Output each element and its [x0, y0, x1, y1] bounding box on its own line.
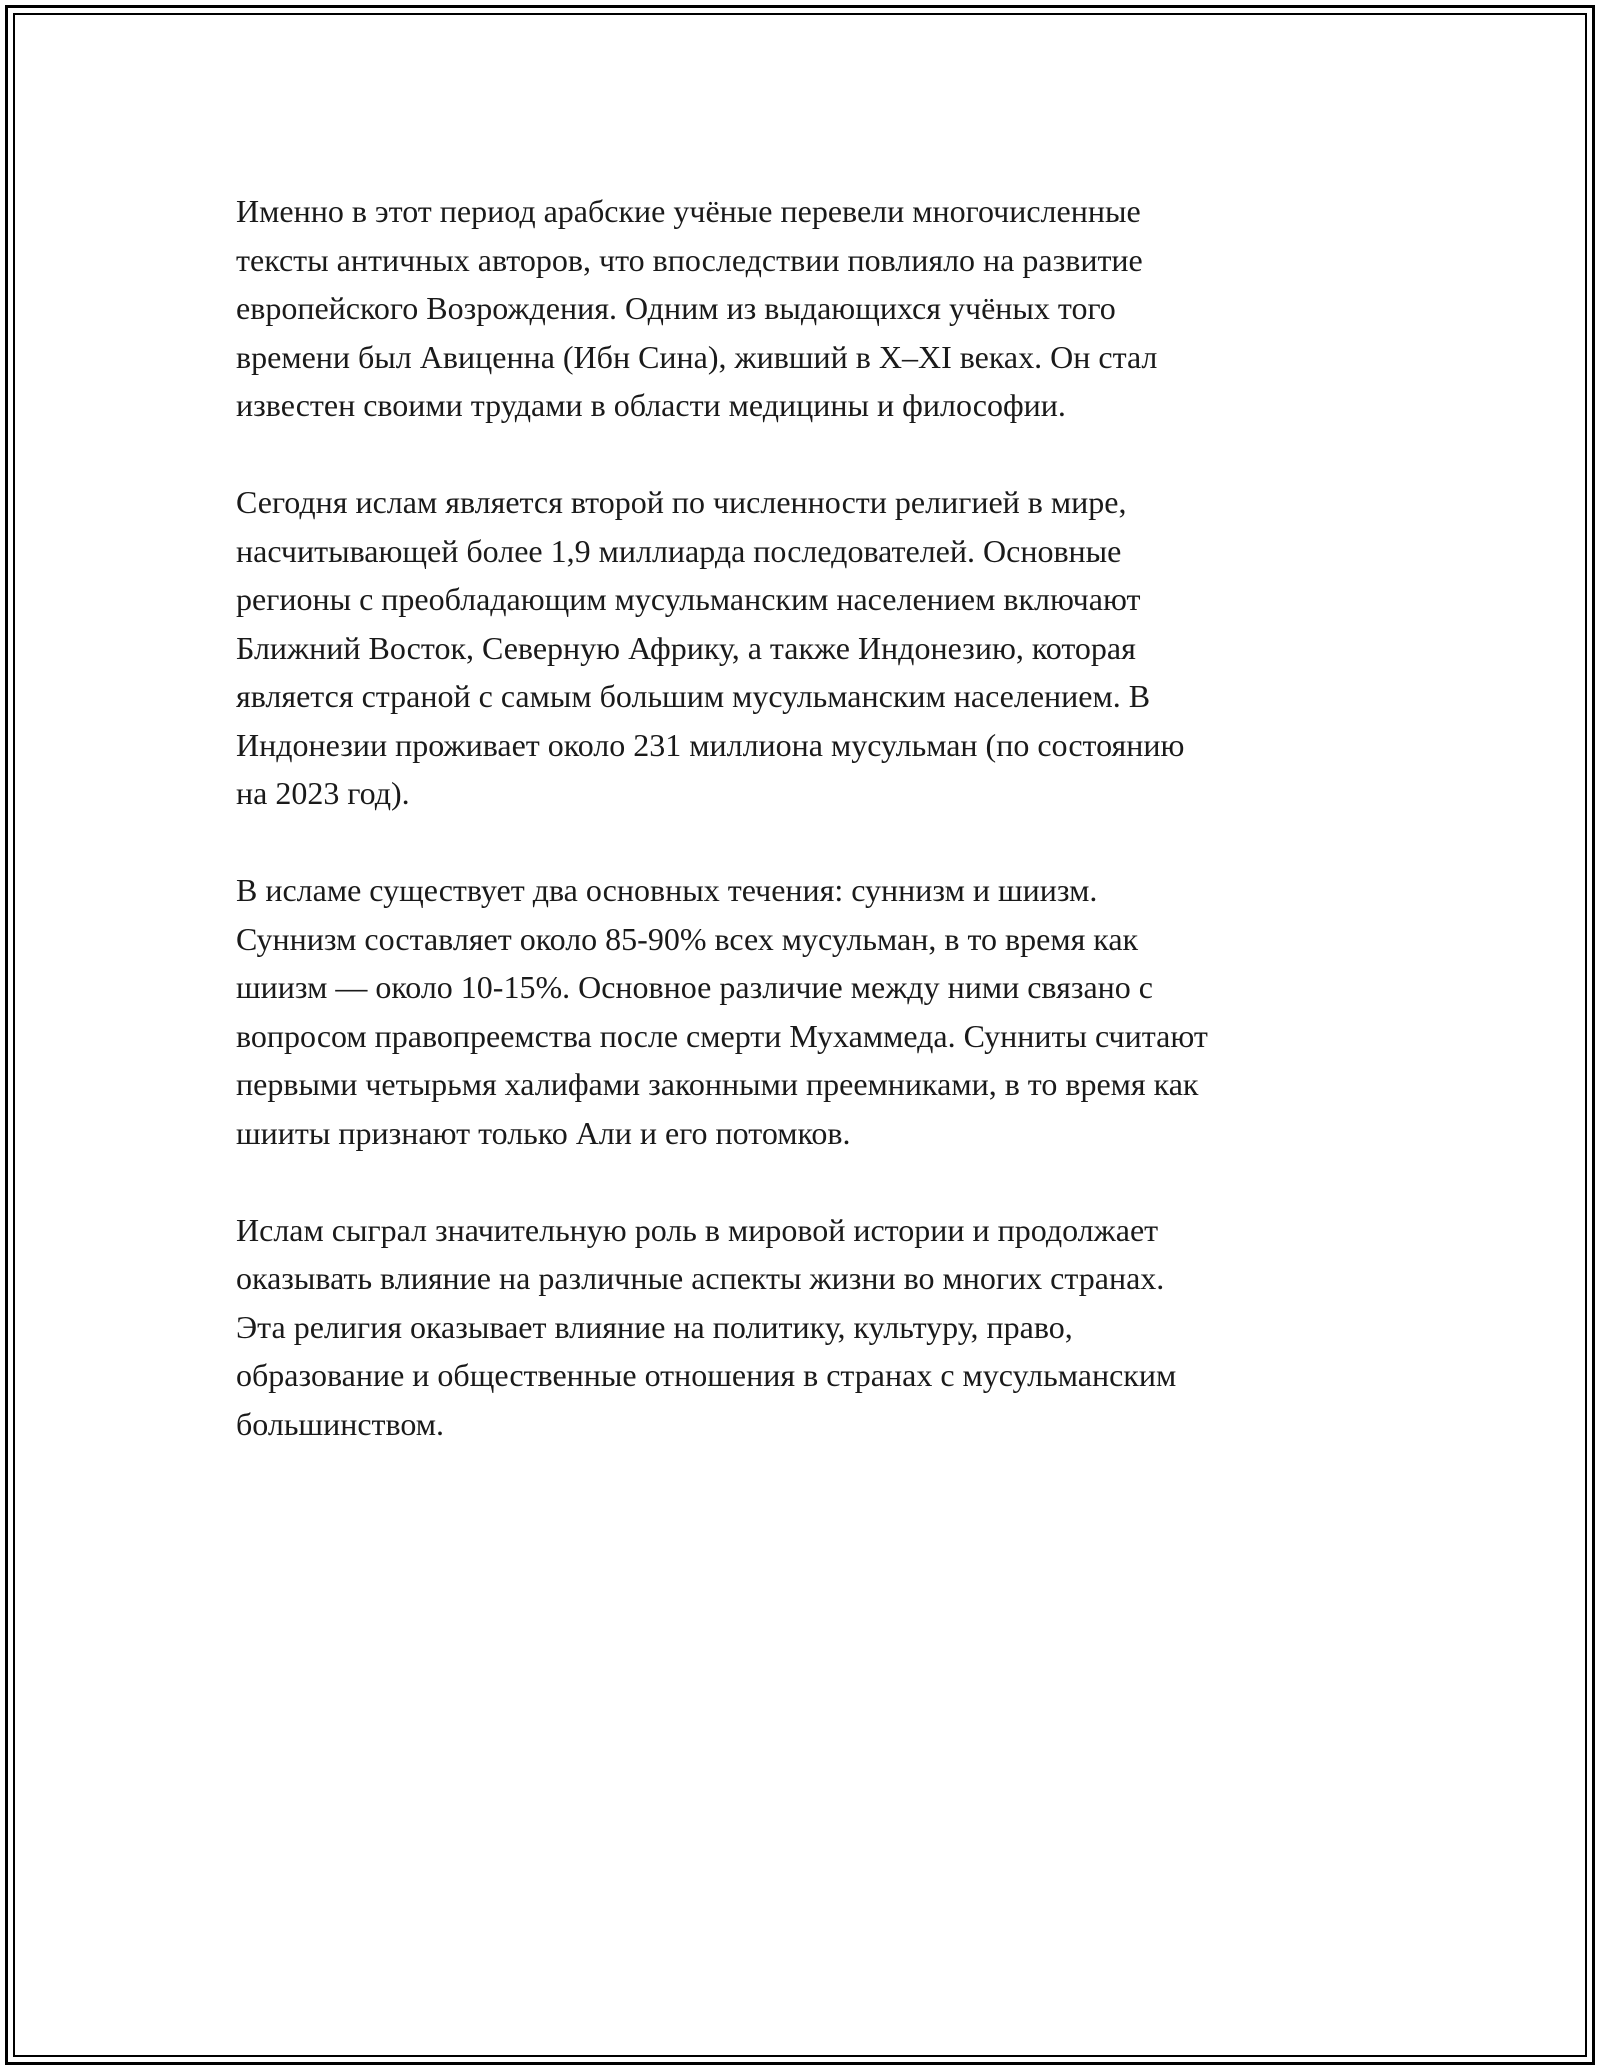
text-line: образование и общественные отношения в странах с мусульманским [236, 1357, 1177, 1393]
text-line: времени был Авиценна (Ибн Сина), живший в X–XI веках. Он стал [236, 338, 1158, 375]
text-line: Именно в этот период арабские учёные перевели многочисленные [236, 193, 1141, 229]
text-line: Ислам сыграл значительную роль в мировой истории и продолжает [236, 1211, 1159, 1248]
text-line: известен своими трудами в области медицины и философии. [236, 387, 1066, 423]
text-line: В исламе существует два основных течения: суннизм и шиизм. [236, 872, 1098, 908]
paragraph-3 [236, 866, 1376, 1157]
document-body [236, 187, 1376, 1497]
text-line: Суннизм составляет около 85-90% всех мусульман, в то время как [236, 920, 1139, 957]
text-line: европейского Возрождения. Одним из выдающихся учёных того [236, 290, 1116, 326]
text-line: шиизм — около 10-15%. Основное различие между ними связано с [236, 969, 1153, 1005]
text-line: шииты признают только Али и его потомков. [236, 1114, 851, 1151]
text-line: на 2023 год). [236, 775, 410, 811]
text-line: тексты античных авторов, что впоследствии повлияло на развитие [236, 241, 1143, 278]
text-line: первыми четырьмя халифами законными преемниками, в то время как [236, 1066, 1199, 1102]
text-line: Индонезии проживает около 231 миллиона мусульман (по состоянию [236, 726, 1185, 763]
text-line: вопросом правопреемства после смерти Мухаммеда. Сунниты считают [236, 1017, 1208, 1054]
paragraph-4 [236, 1206, 1376, 1449]
text-line: Ближний Восток, Северную Африку, а также Индонезию, которая [236, 629, 1136, 666]
paragraph-1 [236, 187, 1376, 430]
text-line: Сегодня ислам является второй по численности религией в мире, [236, 484, 1127, 520]
text-line: оказывать влияние на различные аспекты жизни во многих странах. [236, 1260, 1165, 1296]
text-line: Эта религия оказывает влияние на политику, культуру, право, [236, 1308, 1073, 1345]
text-line: насчитывающей более 1,9 миллиарда последователей. Основные [236, 532, 1122, 569]
text-line: является страной с самым большим мусульманским населением. В [236, 678, 1151, 714]
text-line: большинством. [236, 1405, 445, 1442]
text-line: регионы с преобладающим мусульманским населением включают [236, 581, 1141, 617]
paragraph-2 [236, 478, 1376, 818]
